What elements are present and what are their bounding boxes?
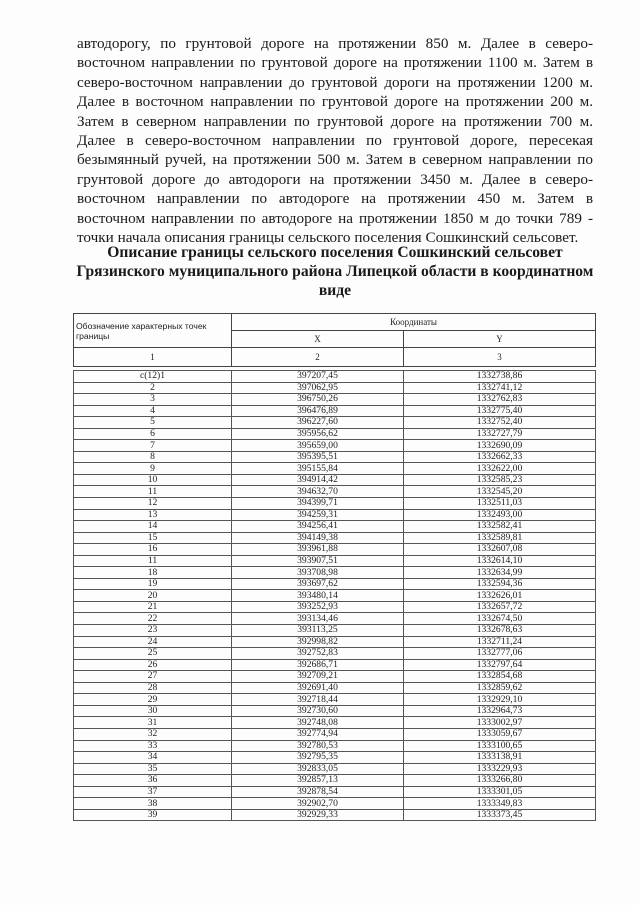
coord-y-cell: 1332622,00 [404,463,596,475]
point-id-cell: c(12)1 [74,371,232,383]
header-x: X [232,331,404,348]
coord-x-cell: 394914,42 [232,474,404,486]
point-id-cell: 30 [74,705,232,717]
coord-y-cell: 1333002,97 [404,717,596,729]
point-id-cell: 21 [74,601,232,613]
coord-x-cell: 392686,71 [232,659,404,671]
point-id-cell: 28 [74,682,232,694]
coord-x-cell: 396227,60 [232,417,404,429]
table-row [74,717,596,729]
coord-y-cell: 1332545,20 [404,486,596,498]
table-row [74,486,596,498]
coord-y-cell: 1332589,81 [404,532,596,544]
coordinates-table [73,370,596,821]
coordinates-table-header [73,313,596,367]
table-row [74,636,596,648]
coord-x-cell: 392774,94 [232,728,404,740]
coord-y-cell: 1332711,24 [404,636,596,648]
coord-y-cell: 1332585,23 [404,474,596,486]
point-id-cell: 6 [74,428,232,440]
coord-x-cell: 393480,14 [232,590,404,602]
coord-y-cell: 1332614,10 [404,555,596,567]
table-row [74,613,596,625]
coord-y-cell: 1332662,33 [404,451,596,463]
coord-y-cell: 1332657,72 [404,601,596,613]
point-id-cell: 8 [74,451,232,463]
title-line-1: Описание границы сельского поселения Сошкинский сельсовет [107,244,563,261]
coord-x-cell: 392795,35 [232,752,404,764]
header-y: Y [404,331,596,348]
point-id-cell: 13 [74,509,232,521]
header-point-designation: Обозначение характерных точек границы [74,314,232,348]
header-coordinates: Координаты [232,314,596,331]
table-row [74,752,596,764]
coord-x-cell: 395659,00 [232,440,404,452]
table-row [74,555,596,567]
table-row [74,405,596,417]
table-row [74,775,596,787]
table-row [74,740,596,752]
coord-x-cell: 392998,82 [232,636,404,648]
coord-x-cell: 392929,33 [232,809,404,821]
coord-x-cell: 392730,60 [232,705,404,717]
table-row [74,590,596,602]
coord-x-cell: 392748,08 [232,717,404,729]
coord-x-cell: 393907,51 [232,555,404,567]
coord-y-cell: 1332738,86 [404,371,596,383]
header-num-3: 3 [404,348,596,367]
coord-y-cell: 1333138,91 [404,752,596,764]
section-title [70,243,600,300]
coord-x-cell: 393708,98 [232,567,404,579]
coord-x-cell: 392833,05 [232,763,404,775]
table-row [74,578,596,590]
point-id-cell: 14 [74,521,232,533]
point-id-cell: 4 [74,405,232,417]
coord-x-cell: 394259,31 [232,509,404,521]
coord-y-cell: 1333373,45 [404,809,596,821]
table-row [74,648,596,660]
coord-y-cell: 1332859,62 [404,682,596,694]
point-id-cell: 26 [74,659,232,671]
point-id-cell: 33 [74,740,232,752]
table-row [74,659,596,671]
table-row [74,809,596,821]
coord-y-cell: 1332964,73 [404,705,596,717]
point-id-cell: 32 [74,728,232,740]
table-row [74,474,596,486]
table-row [74,371,596,383]
point-id-cell: 23 [74,625,232,637]
table-row [74,786,596,798]
coord-x-cell: 396476,89 [232,405,404,417]
coord-y-cell: 1333059,67 [404,728,596,740]
coord-y-cell: 1332582,41 [404,521,596,533]
point-id-cell: 22 [74,613,232,625]
coord-y-cell: 1332690,09 [404,440,596,452]
table-row [74,728,596,740]
coord-x-cell: 395956,62 [232,428,404,440]
title-line-3: виде [318,282,352,299]
point-id-cell: 2 [74,382,232,394]
coord-x-cell: 394149,38 [232,532,404,544]
coord-y-cell: 1332741,12 [404,382,596,394]
point-id-cell: 24 [74,636,232,648]
coord-x-cell: 394399,71 [232,498,404,510]
point-id-cell: 37 [74,786,232,798]
coord-y-cell: 1332626,01 [404,590,596,602]
coord-x-cell: 393252,93 [232,601,404,613]
coord-x-cell: 393961,88 [232,544,404,556]
coord-y-cell: 1332762,83 [404,394,596,406]
point-id-cell: 16 [74,544,232,556]
point-id-cell: 18 [74,567,232,579]
table-row [74,671,596,683]
header-num-2: 2 [232,348,404,367]
point-id-cell: 15 [74,532,232,544]
table-row [74,798,596,810]
table-row [74,428,596,440]
table-row [74,451,596,463]
table-row [74,567,596,579]
table-row [74,509,596,521]
point-id-cell: 29 [74,694,232,706]
coord-y-cell: 1333301,05 [404,786,596,798]
point-id-cell: 34 [74,752,232,764]
coord-x-cell: 394256,41 [232,521,404,533]
point-id-cell: 31 [74,717,232,729]
coord-y-cell: 1332493,00 [404,509,596,521]
point-id-cell: 7 [74,440,232,452]
table-row [74,382,596,394]
point-id-cell: 20 [74,590,232,602]
coord-y-cell: 1333349,83 [404,798,596,810]
coord-y-cell: 1332929,10 [404,694,596,706]
coord-x-cell: 392878,54 [232,786,404,798]
coord-x-cell: 392752,83 [232,648,404,660]
coordinates-table-body [74,371,596,821]
table-row [74,521,596,533]
coord-x-cell: 397062,95 [232,382,404,394]
intro-paragraph: автодорогу, по грунтовой дороге на протяжении 850 м. Далее в северо-восточном направлении по грунтовой дороге на протяжении 1100 м. Затем в северо-восточном направлении до грунтовой дороги на протяжении 1200 м. Далее в восточном направлении по грунтовой дороге на протяжении 200 м. Затем в северном направлении по грунтовой дороге на протяжении 700 м. Далее в северо-восточном направлении по грунтовой дороге, пересекая безымянный ручей, на протяжении 500 м. Затем в северном направлении по грунтовой дороге до автодороги на протяжении 3450 м. Далее в северо-восточном направлении по автодороге на протяжении 450 м. Затем в восточном направлении по автодороге на протяжении 1850 м до точки 789 - точки начала описания границы сельского поселения Сошкинский сельсовет. [77,35,593,247]
table-row [74,463,596,475]
coord-x-cell: 396750,26 [232,394,404,406]
coord-y-cell: 1333229,93 [404,763,596,775]
coord-x-cell: 392691,40 [232,682,404,694]
coord-x-cell: 395395,51 [232,451,404,463]
table-row [74,601,596,613]
point-id-cell: 25 [74,648,232,660]
coord-y-cell: 1332511,03 [404,498,596,510]
table-row [74,394,596,406]
coord-x-cell: 393134,46 [232,613,404,625]
coord-y-cell: 1332775,40 [404,405,596,417]
coord-x-cell: 394632,70 [232,486,404,498]
coord-y-cell: 1332674,50 [404,613,596,625]
coord-x-cell: 395155,84 [232,463,404,475]
coord-x-cell: 392780,53 [232,740,404,752]
point-id-cell: 36 [74,775,232,787]
point-id-cell: 35 [74,763,232,775]
coord-y-cell: 1332607,08 [404,544,596,556]
point-id-cell: 11 [74,486,232,498]
coord-y-cell: 1333100,65 [404,740,596,752]
coord-x-cell: 393697,62 [232,578,404,590]
table-row [74,498,596,510]
coord-x-cell: 392902,70 [232,798,404,810]
table-row [74,532,596,544]
coord-y-cell: 1332727,79 [404,428,596,440]
point-id-cell: 39 [74,809,232,821]
coord-y-cell: 1332678,63 [404,625,596,637]
coord-x-cell: 392718,44 [232,694,404,706]
coord-y-cell: 1332777,06 [404,648,596,660]
coord-x-cell: 393113,25 [232,625,404,637]
coord-x-cell: 397207,45 [232,371,404,383]
table-row [74,763,596,775]
coord-x-cell: 392857,13 [232,775,404,787]
coord-y-cell: 1332752,40 [404,417,596,429]
point-id-cell: 27 [74,671,232,683]
table-row [74,682,596,694]
table-row [74,544,596,556]
title-line-2: Грязинского муниципального района Липецкой области в координатном [76,263,594,280]
coord-y-cell: 1332594,36 [404,578,596,590]
point-id-cell: 5 [74,417,232,429]
coord-y-cell: 1332854,68 [404,671,596,683]
table-row [74,440,596,452]
table-row [74,694,596,706]
table-row [74,417,596,429]
point-id-cell: 10 [74,474,232,486]
table-row [74,705,596,717]
point-id-cell: 12 [74,498,232,510]
coord-y-cell: 1332634,99 [404,567,596,579]
coord-y-cell: 1332797,64 [404,659,596,671]
point-id-cell: 9 [74,463,232,475]
point-id-cell: 38 [74,798,232,810]
point-id-cell: 3 [74,394,232,406]
header-num-1: 1 [74,348,232,367]
coord-y-cell: 1333266,80 [404,775,596,787]
coord-x-cell: 392709,21 [232,671,404,683]
point-id-cell: 11 [74,555,232,567]
point-id-cell: 19 [74,578,232,590]
table-row [74,625,596,637]
